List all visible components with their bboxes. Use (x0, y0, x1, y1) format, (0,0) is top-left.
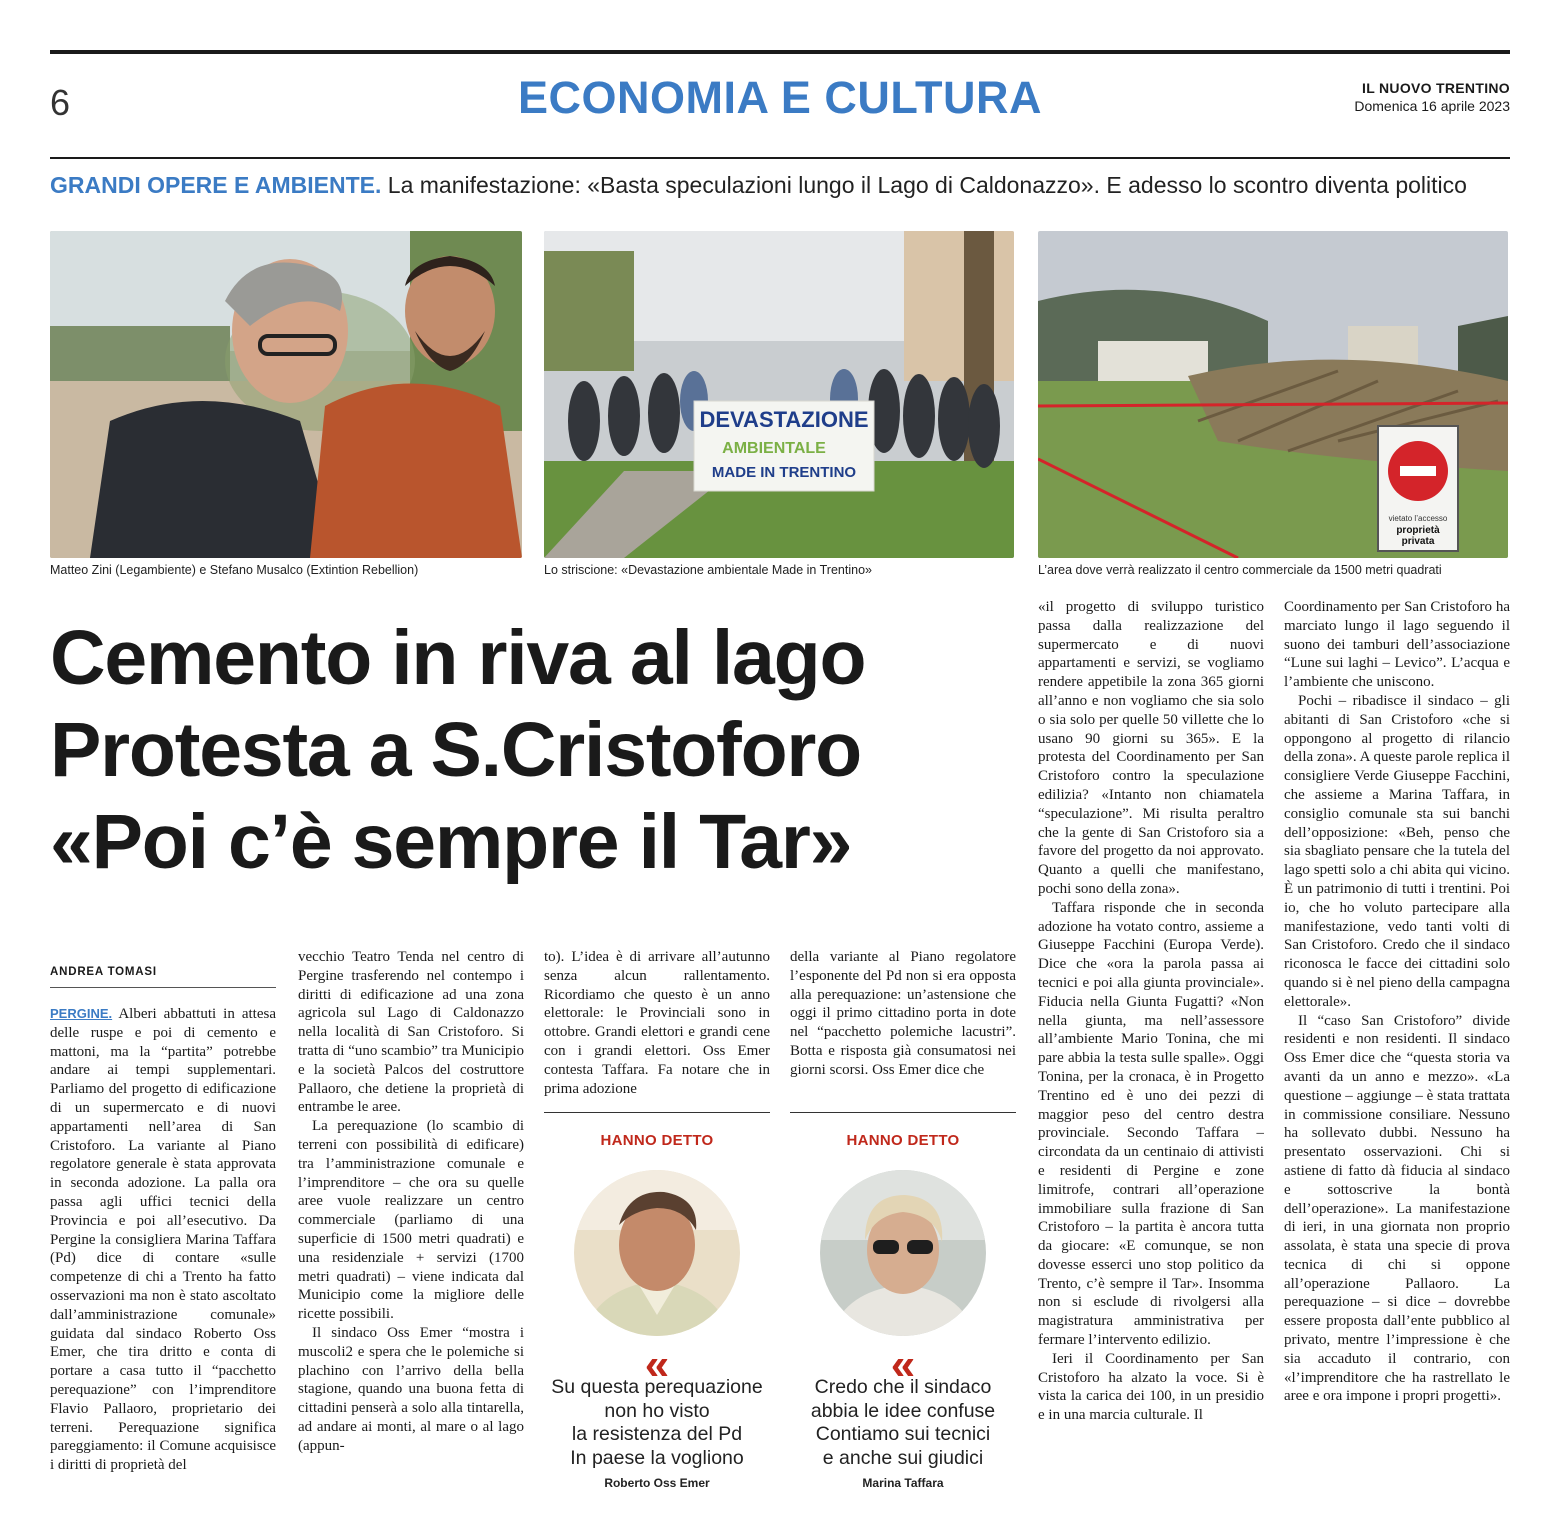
kicker-text: La manifestazione: «Basta speculazioni lungo il Lago di Caldonazzo». E adesso lo scontro diventa politico (381, 172, 1467, 198)
kicker-label: GRANDI OPERE E AMBIENTE. (50, 172, 382, 198)
photo-activists (50, 231, 522, 558)
quote-2-line-4: e anche sui giudici (822, 1446, 984, 1469)
photo-caption-2: Lo striscione: «Devastazione ambientale Made in Trentino» (544, 563, 872, 577)
photo-caption-3: L’area dove verrà realizzato il centro commerciale da 1500 metri quadrati (1038, 563, 1442, 577)
quote-author-2: Marina Taffara (862, 1476, 944, 1490)
quote-1-line-3: la resistenza del Pd (571, 1423, 743, 1445)
quote-2-line-1: Credo che il sindaco (814, 1376, 992, 1398)
col5-paragraph-3: Ieri il Coordinamento per San Cristoforo ha alzato la voce. Si è vista la carica dei 100, in un presidio e in una marcia culturale. Il (1038, 1350, 1264, 1424)
article-column-5 (1038, 598, 1264, 1500)
sign-line-1: vietato l’accesso (1388, 514, 1448, 523)
quote-1-line-4: In paese la vogliono (570, 1446, 744, 1469)
banner-line-2: AMBIENTALE (722, 440, 826, 457)
portrait-roberto-oss-emer (574, 1170, 740, 1336)
quote-mark-2: « (890, 1340, 916, 1389)
quote-2-line-3: Contiamo sui tecnici (815, 1423, 991, 1445)
portrait-marina-taffara (820, 1170, 986, 1336)
col3-text: to). L’idea è di arrivare all’autunno senza alcun rallentamento. Ricordiamo che questo è un anno elettorale: le Provinciali sono in ottobre. Grandi elettori e grandi cene con i grandi elettori. Oss Emer contesta Taffara. Fa notare che in prima adozione (544, 949, 770, 1097)
col2-paragraph-1: vecchio Teatro Tenda nel centro di Pergine trasferendo nel contempo i diritti di edificazione ad una zona agricola sul Lago di Caldonazzo nella località di San Cristoforo. Si tratta di “uno scambio” tra Municipio e la società Palcos del costruttore Pallaoro, che detiene la proprietà di entrambe le aree. (298, 949, 524, 1116)
col1-text: Alberi abbattuti in attesa delle ruspe e poi di cemento e mattoni, ma la “partita” potrebbe andare ai tempi supplementari. Parliamo del progetto di edificazione di un supermercato e di nuovi appartamenti nell’area di San Cristoforo. La variante al Piano regolatore generale è stata approvata in seconda adozione. La palla ora passa agli uffici tecnici della Provincia e poi all’esecutivo. Da Pergine la consigliera Marina Taffara (Pd) dice di contare «sulle competenze di chi a Trento ha fatto osservazioni ma non è stato ascoltato dall’amministrazione comunale» guidata dal sindaco Roberto Oss Emer, che tira dritto e conta di portare a casa tutto il “pacchetto perequazione” con l’imprenditore Flavio Pallaoro, proprietario dei terreni. Perequazione significa pareggiamento: il Comune acquisisce i diritti di proprietà del (50, 1006, 276, 1474)
article-column-6 (1284, 598, 1510, 1520)
issue-date: Domenica 16 aprile 2023 (1354, 98, 1510, 114)
byline-rule (50, 987, 276, 988)
quote-1-line-1: Su questa perequazione (551, 1376, 763, 1398)
section-title: ECONOMIA E CULTURA (518, 72, 1042, 123)
photo-site (1038, 231, 1508, 558)
quote-2-line-2: abbia le idee confuse (810, 1399, 996, 1422)
quote-rule-2 (790, 1112, 1016, 1113)
page-number: 6 (50, 82, 71, 123)
col5-paragraph-2: Taffara risponde che in seconda adozione ha votato contro, assieme a Giuseppe Facchini (Europa Verde). Dice che «ora la parola passa ai tecnici e poi alla giunta provinciale». Fiducia nella Giunta Fugatti? «Non nella giunta, ma nell’assessore all’ambiente Mario Tonina, che mi pare abbia la testa sulle spalle». Oggi Tonina, per la cronaca, è in Progetto Trentino ed è uno dei pezzi di maggior peso del centro destra provinciale. Secondo Taffara – circondata da un centinaio di attivisti e residenti di Pergine e zone limitrofe, contrari all’operazione immobiliare sulla frazione di San Cristoforo – la partita è ancora tutta da giocare: «E comunque, se non dovesse esserci uno stop politico da Trento, c’è sempre il Tar». Insomma non si esclude di rivolgersi alla magistratura amministrativa per fermare l’intervento edilizio. (1038, 899, 1264, 1349)
quote-1-line-2: non ho visto (604, 1399, 710, 1422)
photo-caption-1: Matteo Zini (Legambiente) e Stefano Musalco (Extintion Rebellion) (50, 563, 419, 577)
quote-label-2: HANNO DETTO (846, 1132, 960, 1149)
quote-text-1 (544, 1376, 770, 1470)
col5-paragraph-1: «il progetto di sviluppo turistico passa dalla realizzazione del supermercato e di nuovi appartamenti e servizi, se vogliamo rendere appetibile la zona 365 giorni all’anno e non vogliamo che sia solo o sia solo per quelle 50 villette che lo usano 90 giorni su 365». E la protesta del Coordinamento per San Cristoforo contro la speculazione edilizia? «Intanto non chiamatela “speculazione”. Mi risulta peraltro che la gente di San Cristoforo sia a favore del progetto da noi approvato. Quanto a quelli che manifestano, pochi sono della zona». (1038, 599, 1264, 897)
article-column-3 (544, 948, 770, 1103)
banner-line-3: MADE IN TRENTINO (711, 464, 857, 481)
col6-paragraph-1: Coordinamento per San Cristoforo ha marciato lungo il lago seguendo il suono dei tamburi dell’associazione “Lune sui laghi – Levico”. L’acqua e l’ambiente che uniscono. (1284, 599, 1510, 691)
quote-mark-1: « (644, 1340, 670, 1389)
masthead (1354, 80, 1510, 114)
sign-line-2: proprietà (1396, 525, 1440, 536)
col2-paragraph-2: La perequazione (lo scambio di terreni con possibilità di edificare) tra l’amministrazione comunale e l’imprenditore – che ora su quelle aree vuole realizzare un centro commerciale (parliamo di una superficie di 1500 metri quadrati) e una residenziale + servizi (1700 metri quadrati) – viene indicata dal Municipio come la migliore delle ricette possibili. (298, 1118, 524, 1323)
top-rule (50, 50, 1510, 54)
headline-line-1: Cemento in riva al lago (50, 615, 866, 701)
dateline: PERGINE. (50, 1006, 113, 1021)
byline: ANDREA TOMASI (50, 966, 157, 978)
quote-text-2 (790, 1376, 1016, 1470)
article-column-1 (50, 1005, 276, 1500)
headline-line-3: «Poi c’è sempre il Tar» (50, 799, 852, 885)
headline (50, 612, 1030, 888)
quote-author-1: Roberto Oss Emer (604, 1476, 710, 1490)
article-column-4 (790, 948, 1016, 1103)
banner-line-1: DEVASTAZIONE (699, 407, 869, 432)
article-column-2 (298, 948, 524, 1500)
col6-paragraph-2: Pochi – ribadisce il sindaco – gli abitanti di San Cristoforo «che si oppongono al progetto di rilancio della zona». A queste parole replica il consigliere Verde Giuseppe Facchini, che assieme a Marina Taffara, in consiglio comunale sta sui banchi dell’opposizione: «Beh, penso che sia sbagliato pensare che la tutela del lago spetti solo a chi abita qui vicino. È un patrimonio di tutti i trentini. Poi io, che ho voluto partecipare alla manifestazione, vedo tanti volti di San Cristoforo. Credo che il sindaco riconosca le facce dei cittadini solo quando si è nel pieno della campagna elettorale». (1284, 692, 1510, 1010)
col6-paragraph-3: Il “caso San Cristoforo” divide residenti e non residenti. Il sindaco Oss Emer dice che “questa storia va avanti da un anno e mezzo». «La questione – aggiunge – è stata trattata in commissione consiliare. Nessuno ha sollevato dubbi. Nessuno ha presentato osservazioni. Chi si astiene di fatto dà fiducia al sindaco e sottoscrive la bontà dell’operazione». La manifestazione di ieri, in una giornata non proprio assolata, è stata una specie di prova tecnica di chi si oppone all’operazione Pallaoro. La perequazione – si dice – dovrebbe essere proposta dall’ente pubblico al privato, mentre l’impressione è che sia accaduto il contrario, con «l’imprenditore che ha rastrellato le aree e ora impone i propri progetti». (1284, 1012, 1510, 1405)
col2-paragraph-3: Il sindaco Oss Emer “mostra i muscoli2 e spera che le polemiche si plachino con l’arrivo della bella stagione, quando una buona fetta di cittadini penserà a solo alla tintarella, ad andare ai monti, al mare o al lago (appun- (298, 1324, 524, 1454)
headline-line-2: Protesta a S.Cristoforo (50, 707, 862, 793)
quote-rule-1 (544, 1112, 770, 1113)
sign-line-3: privata (1401, 536, 1435, 547)
header-rule (50, 157, 1510, 159)
photo-banner (544, 231, 1014, 558)
masthead-name: IL NUOVO TRENTINO (1362, 80, 1510, 96)
kicker (50, 172, 1510, 199)
col4-text: della variante al Piano regolatore l’esponente del Pd non si era opposta alla perequazione: un’astensione che oggi il primo cittadino porta in dote nel “pacchetto polemiche lacustri”. Botta e risposta già consumatosi nei giorni scorsi. Oss Emer dice che (790, 949, 1016, 1078)
quote-label-1: HANNO DETTO (600, 1132, 714, 1149)
